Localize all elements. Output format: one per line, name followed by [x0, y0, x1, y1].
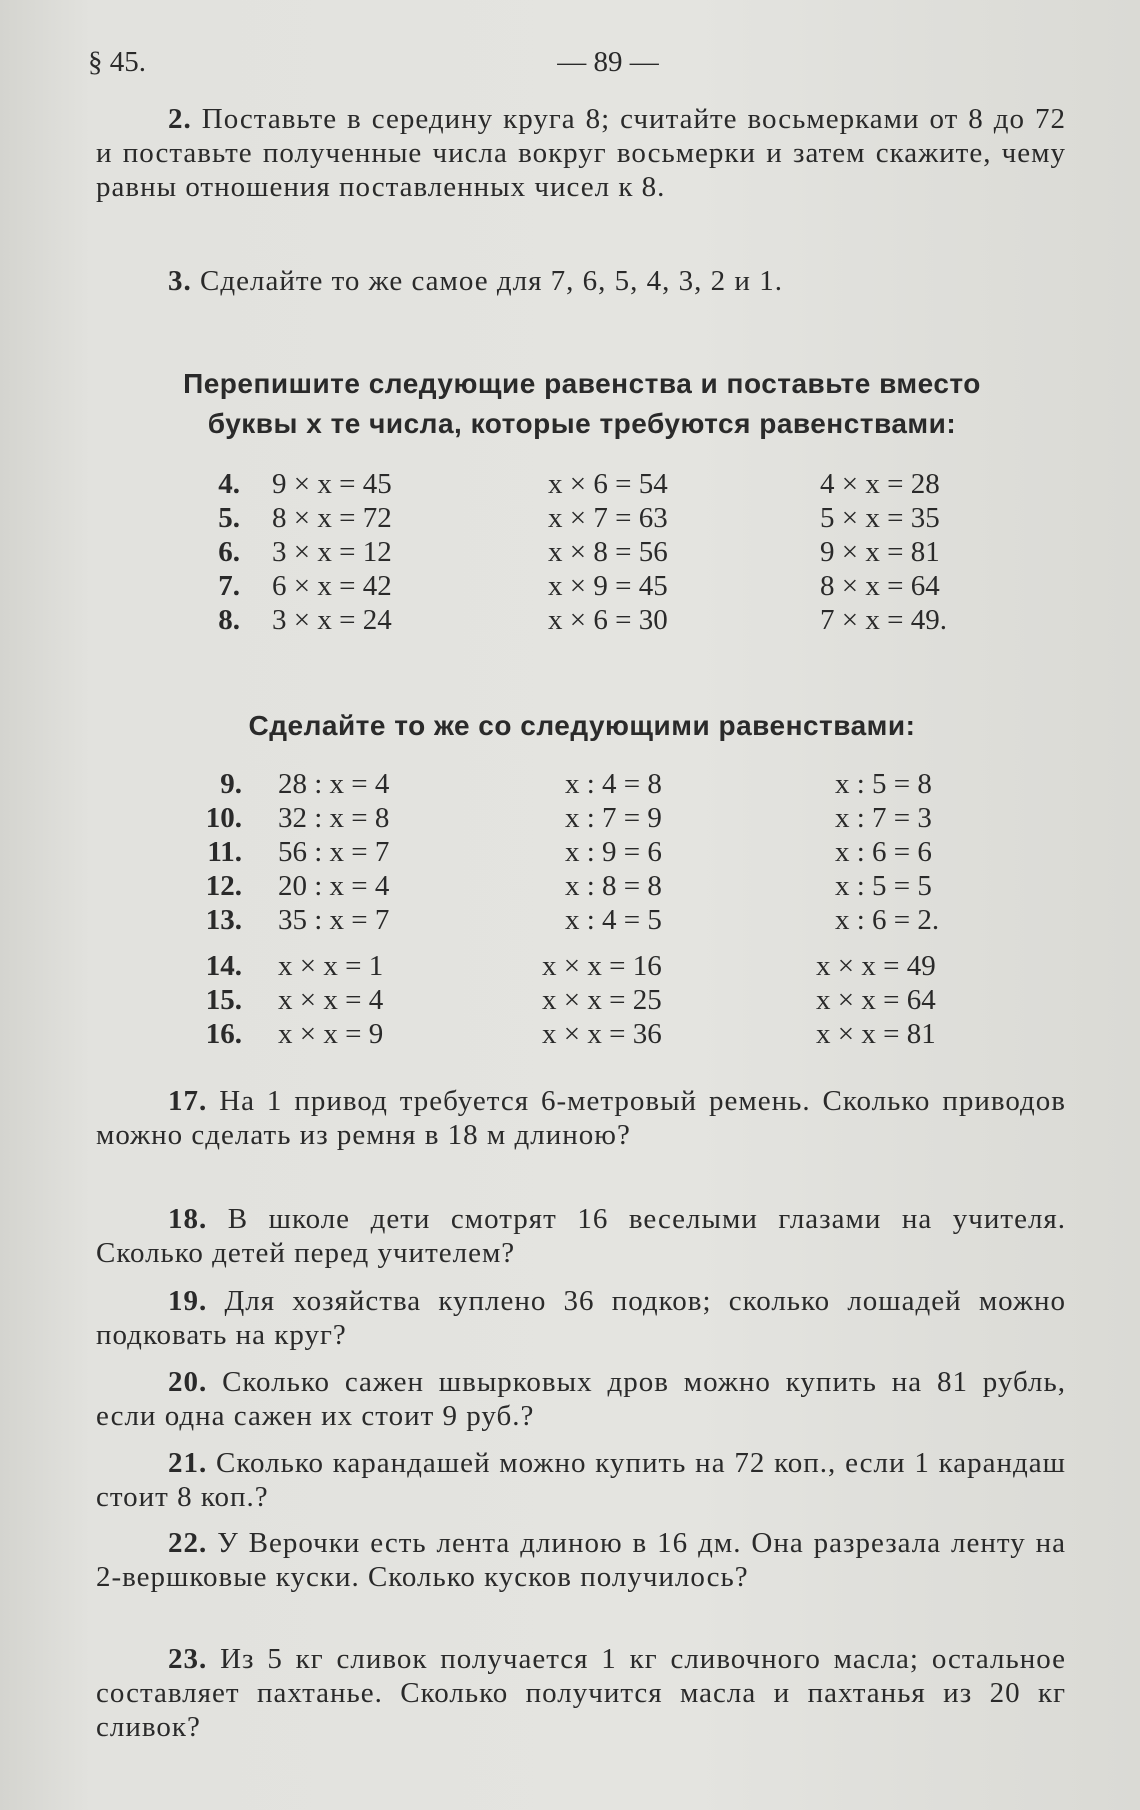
equation: 56 : x = 7 — [278, 836, 390, 868]
equation-number: 13. — [205, 904, 242, 936]
equation: x × x = 25 — [542, 984, 662, 1016]
problem-18: 18. В школе дети смотрят 16 веселыми глазами на учителя. Сколько детей перед учителем? — [96, 1203, 1067, 1269]
equations-table-1 — [0, 468, 1140, 638]
equation: 9 × x = 81 — [820, 536, 940, 568]
equation: 8 × x = 64 — [820, 570, 940, 602]
equation-row — [0, 536, 1140, 570]
equation-row — [0, 468, 1140, 502]
equation: x × 9 = 45 — [548, 570, 668, 602]
equation-row — [0, 768, 1140, 802]
equation-number: 4. — [218, 468, 240, 500]
equation: x : 5 = 8 — [835, 768, 932, 800]
equation: 20 : x = 4 — [278, 870, 390, 902]
equation-number: 5. — [218, 502, 240, 534]
equation: x × x = 49 — [816, 950, 936, 982]
equation-number: 7. — [218, 570, 240, 602]
equation-number: 11. — [207, 836, 242, 868]
equation-number: 12. — [205, 870, 242, 902]
instructions-heading-1: Перепишите следующие равенства и поставьте вместо буквы х те числа, которые требуются равенствами: — [183, 368, 981, 439]
equations-table-2 — [0, 768, 1140, 938]
equation-number: 9. — [220, 768, 242, 800]
problem-23: 23. Из 5 кг сливок получается 1 кг сливочного масла; остальное составляет пахтанье. Сколько получится масла и пахтанья из 20 кг сливок? — [96, 1643, 1067, 1743]
equation: x : 6 = 6 — [835, 836, 932, 868]
equation: x × x = 9 — [278, 1018, 384, 1050]
equations-table-3 — [0, 950, 1140, 1052]
equation: x : 5 = 5 — [835, 870, 932, 902]
equation: 3 × x = 12 — [272, 536, 392, 568]
problem-19: 19. Для хозяйства куплено 36 подков; сколько лошадей можно подковать на круг? — [96, 1285, 1067, 1351]
instructions-heading-2: Сделайте то же со следующими равенствами: — [248, 710, 916, 741]
equation-number: 16. — [205, 1018, 242, 1050]
equation-row — [0, 802, 1140, 836]
equation: 4 × x = 28 — [820, 468, 940, 500]
equation-row — [0, 904, 1140, 938]
equation: 7 × x = 49. — [820, 604, 947, 636]
equation: x × 7 = 63 — [548, 502, 668, 534]
equation-number: 10. — [205, 802, 242, 834]
equation-row — [0, 604, 1140, 638]
equation-number: 6. — [218, 536, 240, 568]
equation-row — [0, 984, 1140, 1018]
problem-2: 2. Поставьте в середину круга 8; считайте восьмерками от 8 до 72 и поставьте полученные числа вокруг восьмерки и затем скажите, чему равны отношения поставленных чисел к 8. — [96, 103, 1067, 203]
equation: 9 × x = 45 — [272, 468, 392, 500]
section-number: § 45. — [88, 46, 146, 78]
equation: x × x = 4 — [278, 984, 384, 1016]
equation: x : 7 = 3 — [835, 802, 932, 834]
equation: x × 6 = 54 — [548, 468, 668, 500]
equation-row — [0, 502, 1140, 536]
equation: x : 9 = 6 — [565, 836, 662, 868]
equation: 5 × x = 35 — [820, 502, 940, 534]
equation: x × x = 36 — [542, 1018, 662, 1050]
equation-row — [0, 570, 1140, 604]
equation: 8 × x = 72 — [272, 502, 392, 534]
equation: x × 6 = 30 — [548, 604, 668, 636]
equation: x : 6 = 2. — [835, 904, 940, 936]
equation-number: 8. — [218, 604, 240, 636]
equation: 6 × x = 42 — [272, 570, 392, 602]
equation: x × x = 81 — [816, 1018, 936, 1050]
equation-row — [0, 870, 1140, 904]
equation-row — [0, 836, 1140, 870]
equation-number: 15. — [205, 984, 242, 1016]
problem-22: 22. У Верочки есть лента длиною в 16 дм. Она разрезала ленту на 2-вершковые куски. Сколько кусков получилось? — [96, 1527, 1067, 1593]
problem-20: 20. Сколько сажен швырковых дров можно купить на 81 рубль, если одна сажен их стоит 9 руб.? — [96, 1366, 1066, 1432]
equation: 35 : x = 7 — [278, 904, 390, 936]
equation: 28 : x = 4 — [278, 768, 390, 800]
equation: x : 7 = 9 — [565, 802, 662, 834]
equation: x × x = 64 — [816, 984, 936, 1016]
equation: x : 4 = 5 — [565, 904, 662, 936]
problem-17: 17. На 1 привод требуется 6-метровый ремень. Сколько приводов можно сделать из ремня в 18 м длиною? — [96, 1085, 1066, 1151]
equation: x × x = 1 — [278, 950, 384, 982]
equation-row — [0, 950, 1140, 984]
problem-3: 3. Сделайте то же самое для 7, 6, 5, 4, 3, 2 и 1. — [168, 265, 783, 297]
equation: 3 × x = 24 — [272, 604, 392, 636]
page-header — [88, 46, 1068, 90]
equation-number: 14. — [205, 950, 242, 982]
equation: x : 4 = 8 — [565, 768, 662, 800]
problem-21: 21. Сколько карандашей можно купить на 72 коп., если 1 карандаш стоит 8 коп.? — [96, 1447, 1066, 1513]
equation: x × x = 16 — [542, 950, 662, 982]
equation: 32 : x = 8 — [278, 802, 390, 834]
equation: x : 8 = 8 — [565, 870, 662, 902]
equation-row — [0, 1018, 1140, 1052]
page-number: — 89 — — [557, 46, 659, 78]
equation: x × 8 = 56 — [548, 536, 668, 568]
